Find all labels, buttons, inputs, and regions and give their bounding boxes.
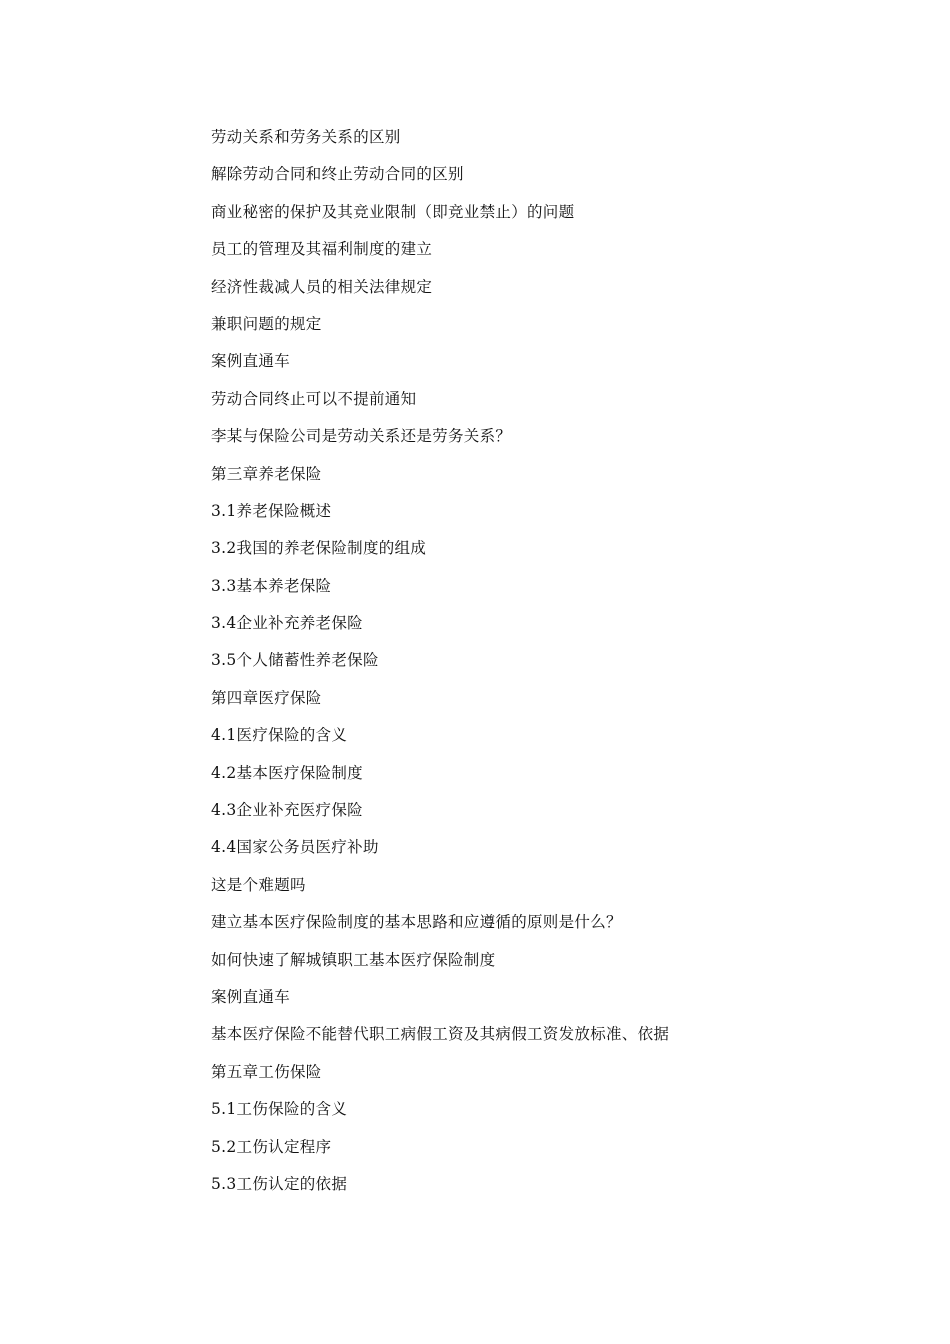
- section-line: 4.4国家公务员医疗补助: [211, 838, 379, 857]
- section-line: 5.2工伤认定程序: [211, 1137, 332, 1156]
- chapter-heading: 第三章养老保险: [211, 464, 322, 483]
- section-line: 3.5个人储蓄性养老保险: [211, 651, 379, 670]
- section-line: 5.1工伤保险的含义: [211, 1100, 348, 1119]
- section-line: 4.2基本医疗保险制度: [211, 763, 363, 782]
- contents-line: 商业秘密的保护及其竞业限制（即竞业禁止）的问题: [211, 202, 575, 221]
- contents-line: 如何快速了解城镇职工基本医疗保险制度: [211, 950, 496, 969]
- contents-line: 经济性裁减人员的相关法律规定: [211, 277, 433, 296]
- contents-list: [211, 126, 891, 1210]
- section-line: 4.1医疗保险的含义: [211, 726, 348, 745]
- contents-line: 兼职问题的规定: [211, 314, 322, 333]
- contents-line: 劳动合同终止可以不提前通知: [211, 389, 417, 408]
- section-line: 3.4企业补充养老保险: [211, 614, 363, 633]
- section-line: 4.3企业补充医疗保险: [211, 801, 363, 820]
- section-line: 3.1养老保险概述: [211, 501, 332, 520]
- contents-line: 解除劳动合同和终止劳动合同的区别: [211, 165, 464, 184]
- contents-line: 员工的管理及其福利制度的建立: [211, 240, 433, 259]
- chapter-heading: 第四章医疗保险: [211, 688, 322, 707]
- contents-line: 建立基本医疗保险制度的基本思路和应遵循的原则是什么？: [211, 913, 622, 932]
- contents-line: 李某与保险公司是劳动关系还是劳务关系？: [211, 427, 512, 446]
- chapter-heading: 第五章工伤保险: [211, 1062, 322, 1081]
- section-line: 3.2我国的养老保险制度的组成: [211, 539, 427, 558]
- contents-line: 案例直通车: [211, 987, 291, 1006]
- section-line: 5.3工伤认定的依据: [211, 1174, 348, 1193]
- contents-line: 这是个难题吗: [211, 875, 306, 894]
- contents-line: 基本医疗保险不能替代职工病假工资及其病假工资发放标准、依据: [211, 1025, 670, 1044]
- contents-line: 劳动关系和劳务关系的区别: [211, 128, 401, 146]
- contents-line: 案例直通车: [211, 352, 291, 371]
- section-line: 3.3基本养老保险: [211, 576, 332, 595]
